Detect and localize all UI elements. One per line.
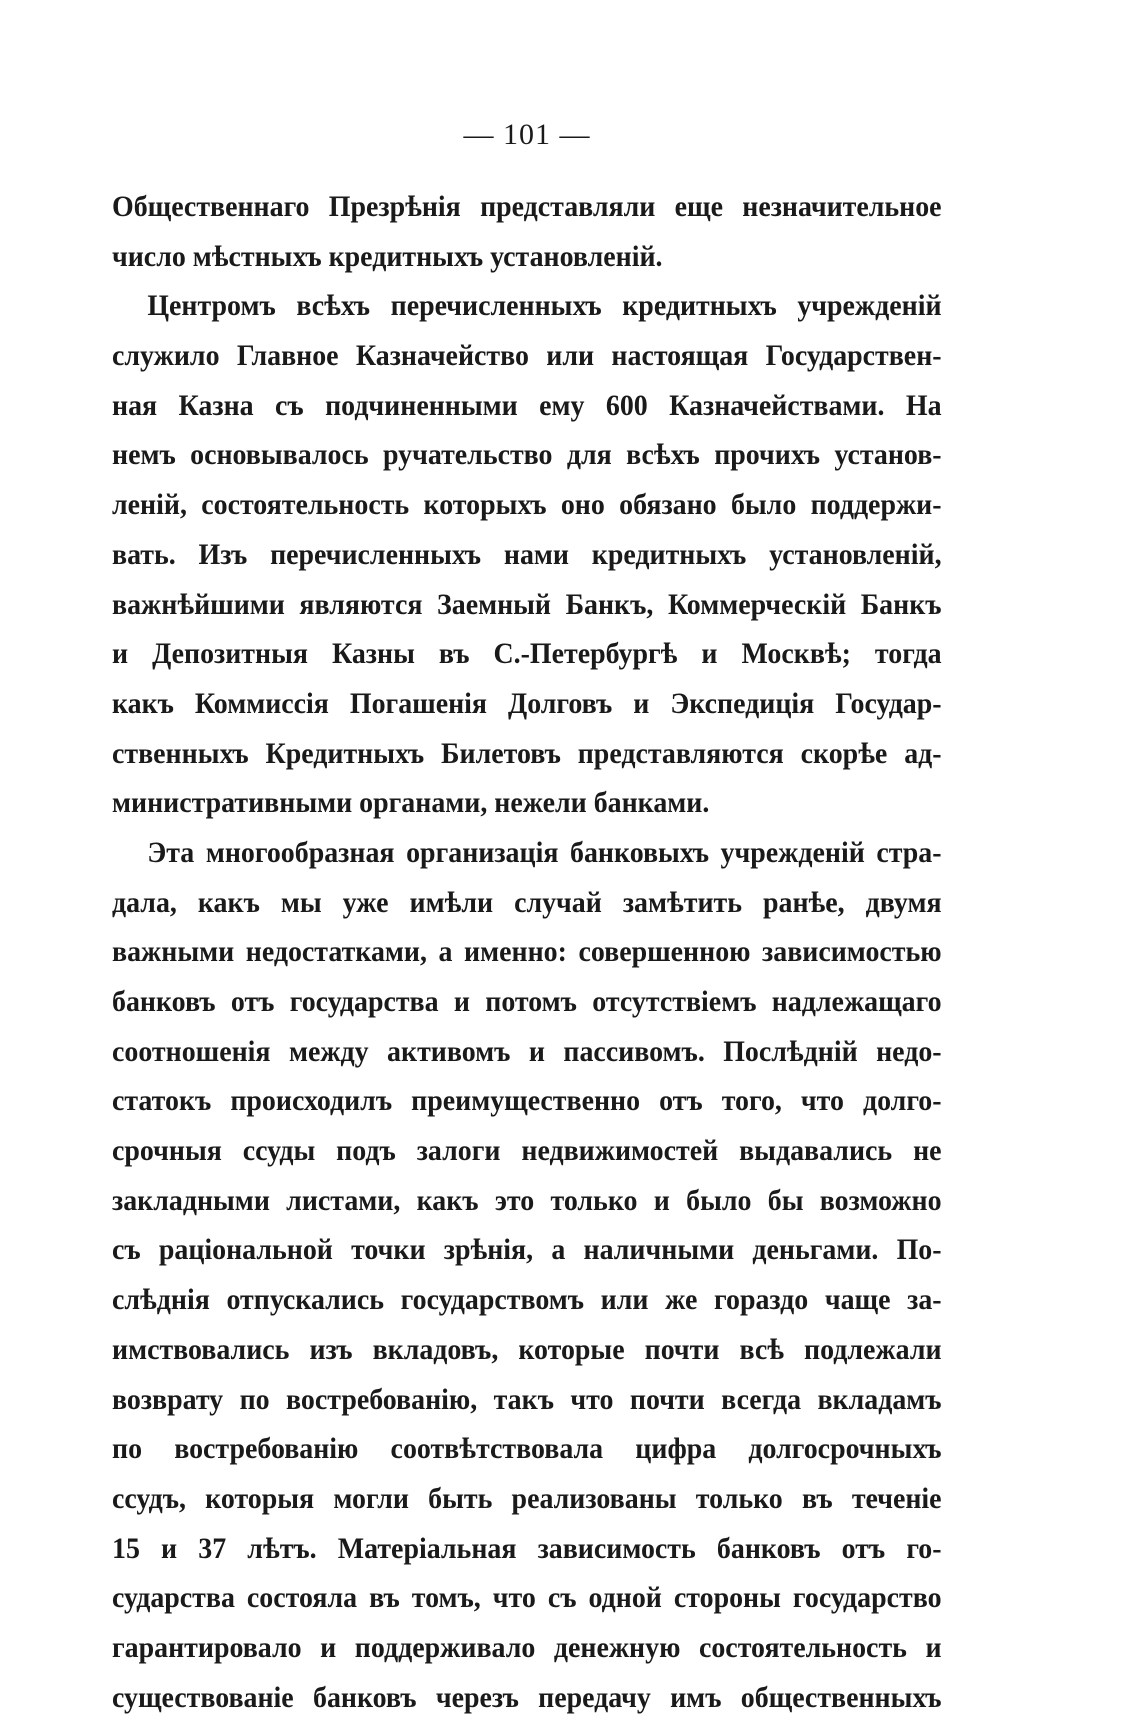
text-line: банковъ отъ государства и потомъ отсутствіемъ надлежащаго <box>112 985 942 1018</box>
text-line: статокъ происходилъ преимущественно отъ того, что долго- <box>112 1084 942 1118</box>
book-page <box>112 118 942 1722</box>
text-line: и Депозитныя Казны въ С.-Петербургѣ и Москвѣ; тогда <box>112 637 942 671</box>
text-line: служило Главное Казначейство или настоящая Государствен- <box>112 339 942 373</box>
text-line: ная Казна съ подчиненными ему 600 Казначействами. На <box>112 388 942 422</box>
page-number: — 101 — <box>463 118 591 151</box>
text-line: срочныя ссуды подъ залоги недвижимостей выдавались не <box>112 1134 942 1168</box>
text-line: 15 и 37 лѣтъ. Матеріальная зависимость банковъ отъ го- <box>112 1531 942 1565</box>
text-line: какъ Коммиссія Погашенія Долговъ и Экспедиція Государ- <box>112 686 942 720</box>
text-line: имствовались изъ вкладовъ, которые почти всѣ подлежали <box>112 1332 942 1366</box>
text-line: леній, состоятельность которыхъ оно обязано было поддержи- <box>112 488 942 522</box>
text-line: важнѣйшими являются Заемный Банкъ, Коммерческій Банкъ <box>112 587 942 621</box>
paragraph-3 <box>112 828 942 1722</box>
text-line: возврату по востребованію, такъ что почти всегда вкладамъ <box>112 1382 942 1416</box>
text-line: существованіе банковъ черезъ передачу имъ общественныхъ <box>112 1680 942 1714</box>
text-line: число мѣстныхъ кредитныхъ установленій. <box>112 239 663 273</box>
paragraph-1 <box>112 182 942 281</box>
text-line: ственныхъ Кредитныхъ Билетовъ представляются скорѣе ад- <box>112 736 942 770</box>
text-line: по востребованію соотвѣтствовала цифра долгосрочныхъ <box>112 1432 942 1466</box>
paragraph-2 <box>112 281 942 828</box>
text-line: слѣднія отпускались государствомъ или же гораздо чаще за- <box>112 1283 942 1317</box>
text-line: важными недостатками, а именно: совершенною зависимостью <box>112 935 942 969</box>
text-line: ссудъ, которыя могли быть реализованы только въ теченіе <box>112 1481 942 1515</box>
text-line: немъ основывалось ручательство для всѣхъ прочихъ установ- <box>112 438 942 472</box>
text-line: сударства состояла въ томъ, что съ одной стороны государство <box>112 1581 942 1615</box>
text-line: соотношенія между активомъ и пассивомъ. Послѣдній недо- <box>112 1034 942 1068</box>
text-line: Эта многообразная организація банковыхъ учрежденій стра- <box>147 835 942 869</box>
text-line: гарантировало и поддерживало денежную состоятельность и <box>112 1630 942 1664</box>
text-line: съ раціональной точки зрѣнія, а наличными деньгами. По- <box>112 1233 942 1267</box>
text-line: министративными органами, нежели банками. <box>112 786 710 820</box>
text-line: закладными листами, какъ это только и было бы возможно <box>112 1183 942 1217</box>
text-line: Общественнаго Презрѣнія представляли еще незначительное <box>112 190 942 223</box>
text-line: Центромъ всѣхъ перечисленныхъ кредитныхъ учрежденій <box>147 289 942 323</box>
text-line: дала, какъ мы уже имѣли случай замѣтить ранѣе, двумя <box>112 885 942 919</box>
text-line: вать. Изъ перечисленныхъ нами кредитныхъ установленій, <box>112 537 942 571</box>
